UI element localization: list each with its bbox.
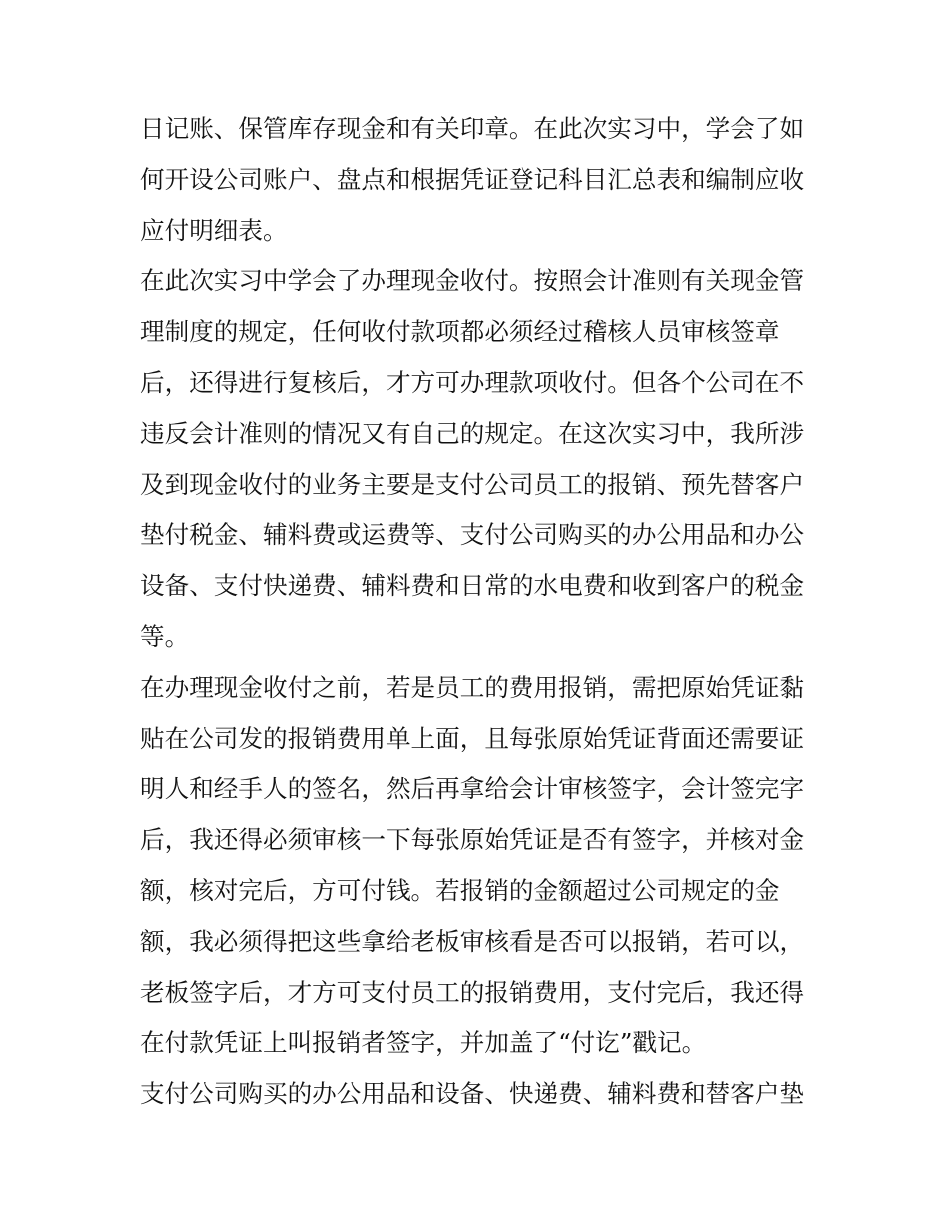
text-line: 额，核对完后，方可付钱。若报销的金额超过公司规定的金 <box>140 875 780 905</box>
text-line: 何开设公司账户、盘点和根据凭证登记科目汇总表和编制应收 <box>140 164 805 194</box>
text-line: 贴在公司发的报销费用单上面，且每张原始凭证背面还需要证 <box>140 723 805 753</box>
text-line: 在办理现金收付之前，若是员工的费用报销，需把原始凭证黏 <box>140 672 805 702</box>
text-line: 后，还得进行复核后，才方可办理款项收付。但各个公司在不 <box>140 367 805 397</box>
text-line: 违反会计准则的情况又有自己的规定。在这次实习中，我所涉 <box>140 418 805 448</box>
text-line: 垫付税金、辅料费或运费等、支付公司购买的办公用品和办公 <box>140 520 805 550</box>
text-line: 在付款凭证上叫报销者签字，并加盖了“付讫”戳记。 <box>140 1028 707 1058</box>
text-line: 应付明细表。 <box>140 215 288 245</box>
text-line: 明人和经手人的签名，然后再拿给会计审核签字，会计签完字 <box>140 774 805 804</box>
text-line: 及到现金收付的业务主要是支付公司员工的报销、预先替客户 <box>140 469 805 499</box>
text-line: 理制度的规定，任何收付款项都必须经过稽核人员审核签章 <box>140 317 780 347</box>
body-text <box>140 104 820 1120</box>
text-line: 老板签字后，才方可支付员工的报销费用，支付完后，我还得 <box>140 977 805 1007</box>
text-line: 日记账、保管库存现金和有关印章。在此次实习中，学会了如 <box>140 114 805 143</box>
text-line: 额，我必须得把这些拿给老板审核看是否可以报销，若可以， <box>140 926 805 956</box>
text-line: 支付公司购买的办公用品和设备、快递费、辅料费和替客户垫 <box>140 1079 805 1109</box>
text-line: 等。 <box>140 621 190 651</box>
text-line: 设备、支付快递费、辅料费和日常的水电费和收到客户的税金 <box>140 571 805 601</box>
text-line: 在此次实习中学会了办理现金收付。按照会计准则有关现金管 <box>140 266 805 296</box>
text-line: 后，我还得必须审核一下每张原始凭证是否有签字，并核对金 <box>140 825 805 855</box>
